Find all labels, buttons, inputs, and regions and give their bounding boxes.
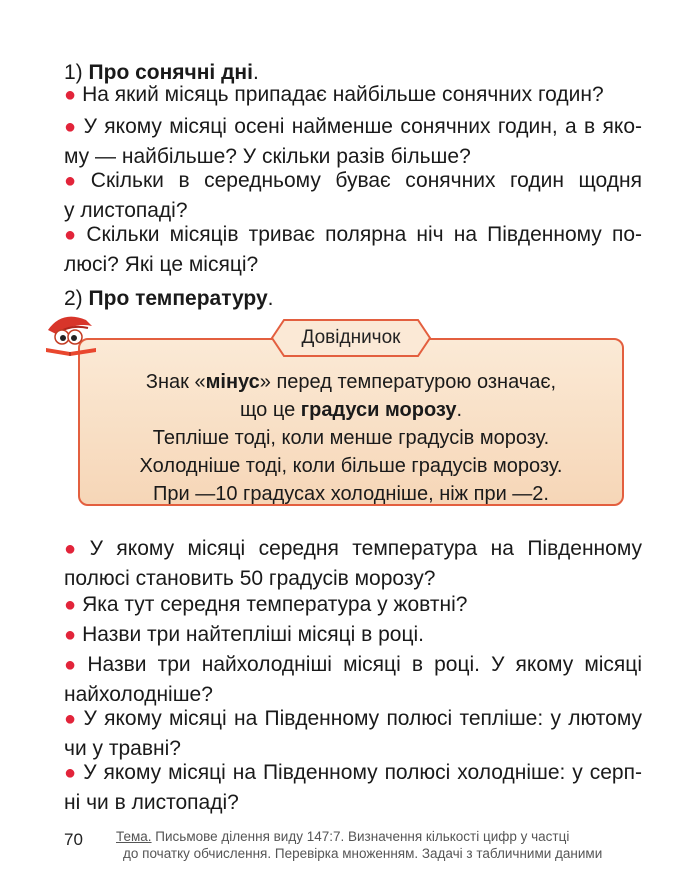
bullet-dot-icon: ● [64,116,78,138]
footer-topic: Тема. Письмове ділення виду 147:7. Визначення кількості цифр у частці до початку обчислення. Перевірка множенням. Задачі з табличними даними [116,829,603,861]
bullet-dot-icon: ● [64,224,81,246]
info-line-1: Знак «мінус» перед температурою означає, [145,371,557,393]
page-number: 70 [64,830,83,849]
question-1-4: ● Скільки місяців триває полярна ніч на Південному по- люсі? Які це місяці? [64,223,642,276]
info-line-3: Тепліше тоді, коли менше градусів морозу. [152,427,550,449]
section-2-title: Про температуру [88,287,268,310]
bullet-dot-icon: ● [64,624,77,646]
question-1-1: ● На який місяць припадає найбільше сонячних годин? [64,83,604,106]
question-2-3: ● Назви три найтепліші місяці в році. [64,623,424,646]
bullet-dot-icon: ● [64,84,77,106]
reading-character-icon [42,312,100,358]
question-2-6: ● У якому місяці на Південному полюсі холодніше: у серп- ні чи в листопаді? [64,761,642,814]
question-2-5: ● У якому місяці на Південному полюсі тепліше: у лютому чи у травні? [64,707,642,760]
bullet-dot-icon: ● [64,654,82,676]
info-line-4: Холодніше тоді, коли більше градусів морозу. [139,455,563,477]
footer-tema-label: Тема. [116,829,152,844]
section-2-heading: 2) Про температуру. [64,287,274,310]
question-2-1: ● У якому місяці середня температура на Південному полюсі становить 50 градусів морозу? [64,537,642,590]
bullet-dot-icon: ● [64,762,78,784]
bullet-dot-icon: ● [64,538,84,560]
question-2-2: ● Яка тут середня температура у жовтні? [64,593,468,616]
question-1-3: ● Скільки в середньому буває сонячних годин щодня у листопаді? [64,169,642,222]
bullet-dot-icon: ● [64,170,85,192]
info-line-5: При —10 градусах холодніше, ніж при —2. [153,483,549,505]
info-box-tab [270,318,432,358]
question-1-2: ● У якому місяці осені найменше сонячних годин, а в яко- му — найбільше? У скільки разів більше? [64,115,642,168]
info-line-2: що це градуси морозу. [239,399,463,421]
section-1-heading: 1) Про сонячні дні. [64,61,259,84]
section-1-title: Про сонячні дні [88,61,253,84]
bullet-dot-icon: ● [64,708,78,730]
info-box-title: Довідничок [301,327,401,348]
question-2-4: ● Назви три найхолодніші місяці в році. У якому місяці найхолодніше? [64,653,642,706]
bullet-dot-icon: ● [64,594,77,616]
